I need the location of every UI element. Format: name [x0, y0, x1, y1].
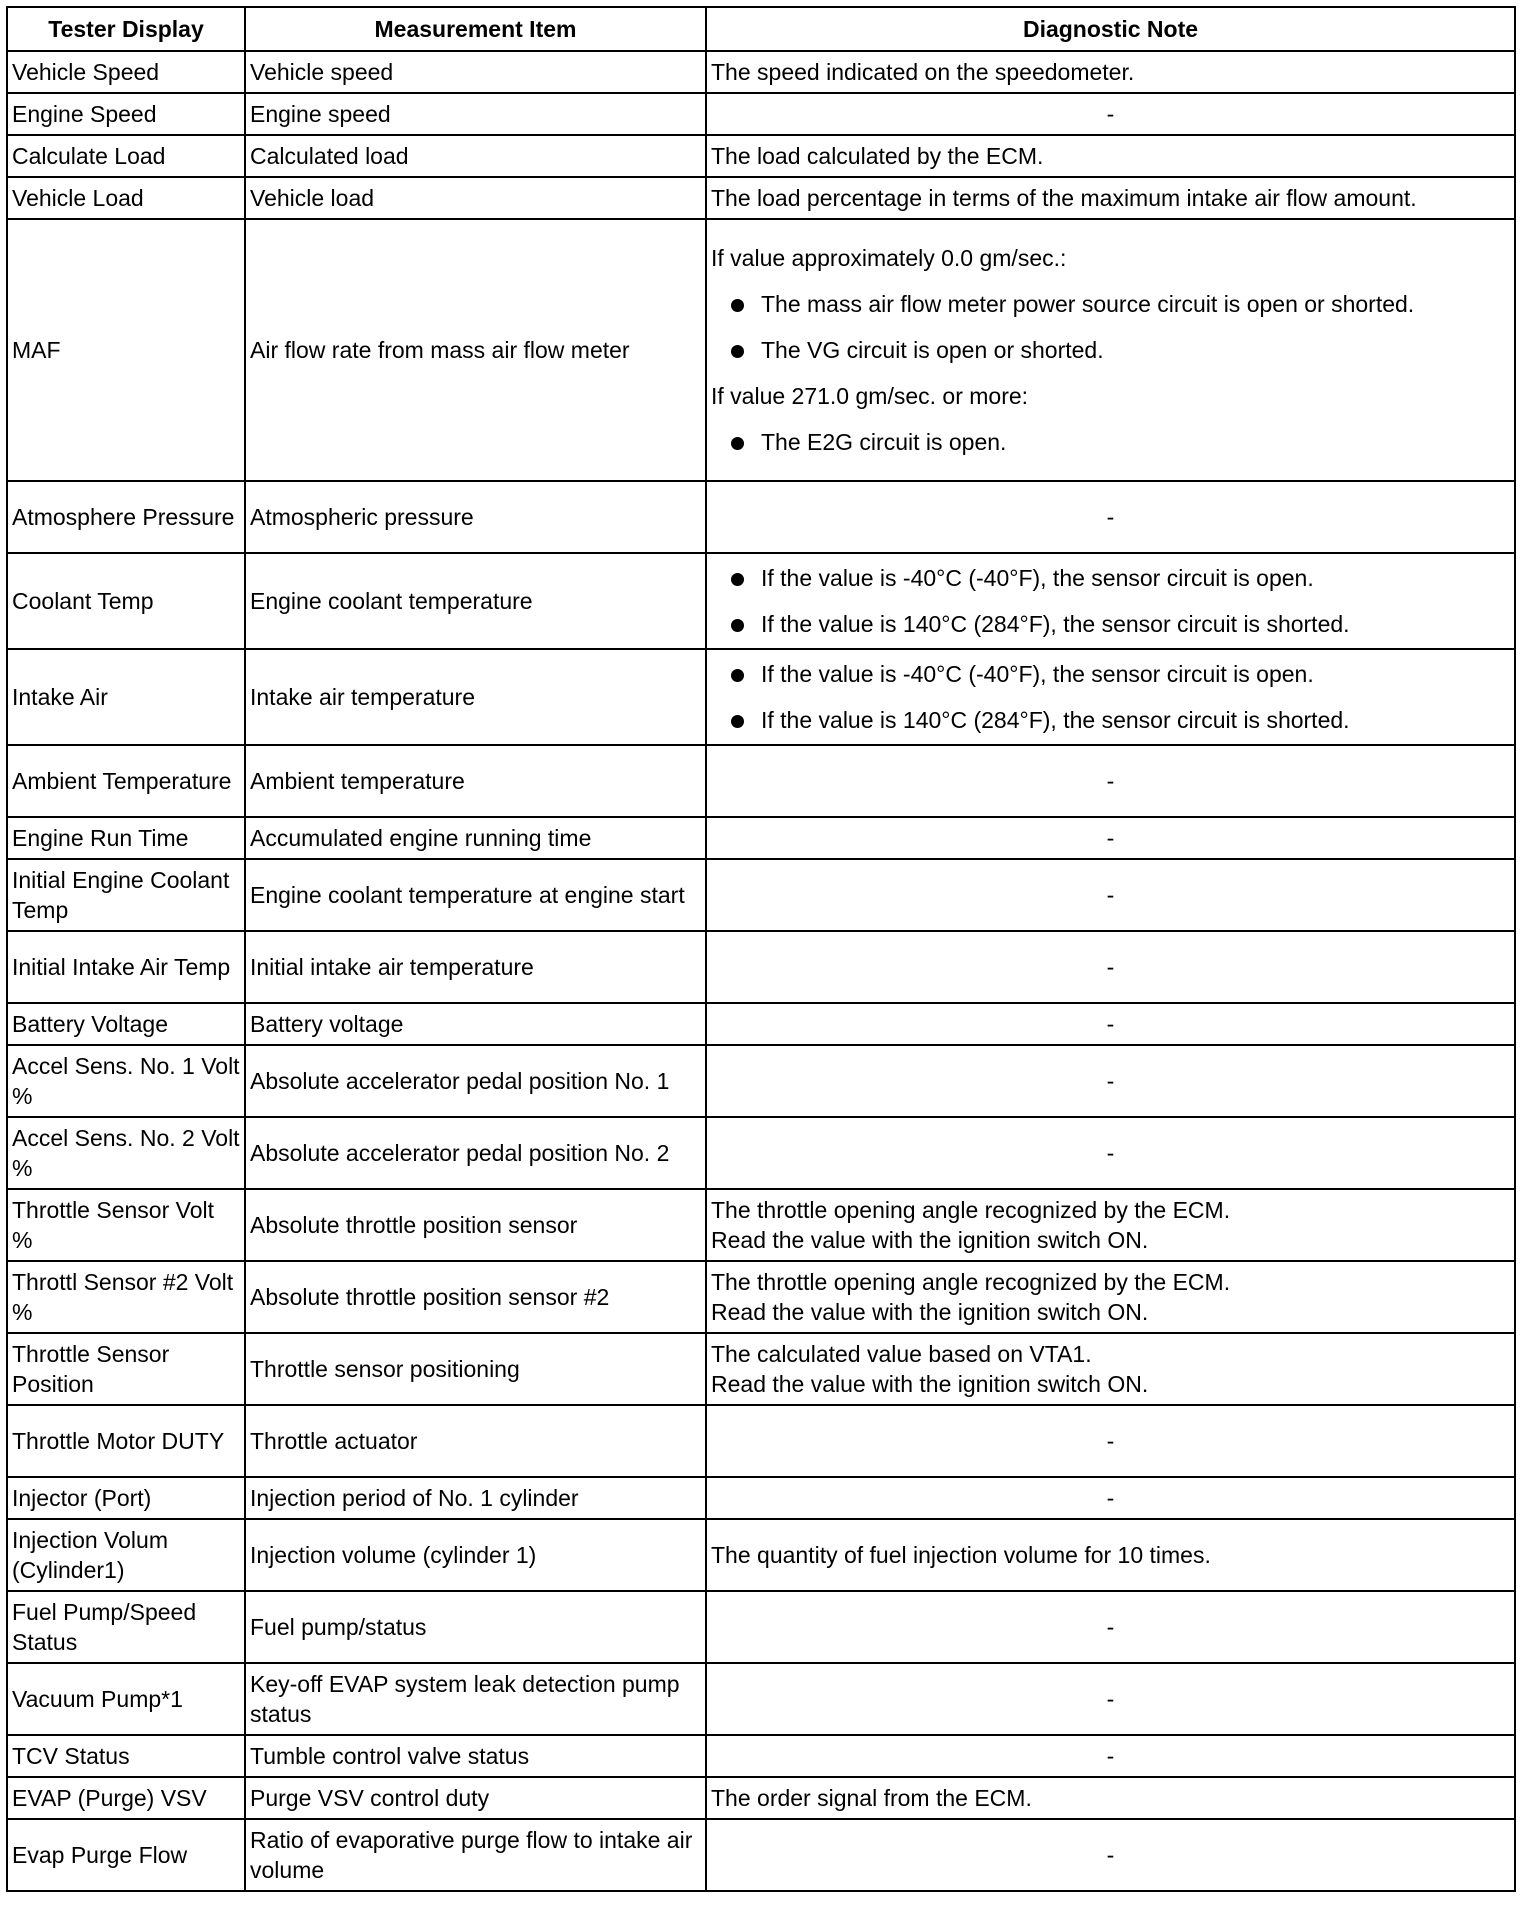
- table-row: [7, 93, 1515, 135]
- bullet-dot-icon: [731, 715, 744, 728]
- table-row: [7, 649, 1515, 745]
- diagnostic-note-cell: -: [706, 1477, 1515, 1519]
- diagnostic-note-cell: [706, 1189, 1515, 1261]
- measurement-item-cell: Engine coolant temperature at engine start: [245, 859, 706, 931]
- measurement-item-cell: Vehicle speed: [245, 51, 706, 93]
- list-item: [711, 651, 1510, 697]
- tester-display-cell: Throttle Motor DUTY: [7, 1405, 245, 1477]
- note-line: The throttle opening angle recognized by the ECM.: [711, 1197, 1231, 1223]
- table-row: [7, 1477, 1515, 1519]
- measurement-item-cell: Absolute accelerator pedal position No. 2: [245, 1117, 706, 1189]
- bullet-dot-icon: [731, 669, 744, 682]
- note-line: Read the value with the ignition switch ON.: [711, 1371, 1149, 1397]
- list-item: [711, 697, 1510, 743]
- list-item: [711, 281, 1510, 327]
- bullet-dot-icon: [731, 345, 744, 358]
- list-item: [711, 327, 1510, 373]
- diagnostic-note-cell: -: [706, 1117, 1515, 1189]
- measurement-item-cell: Ambient temperature: [245, 745, 706, 817]
- list-item: [711, 555, 1510, 601]
- measurement-item-cell: Key-off EVAP system leak detection pump status: [245, 1663, 706, 1735]
- tester-display-cell: Fuel Pump/Speed Status: [7, 1591, 245, 1663]
- table-row: [7, 1003, 1515, 1045]
- measurement-item-cell: Tumble control valve status: [245, 1735, 706, 1777]
- bullet-text: The E2G circuit is open.: [761, 429, 1007, 455]
- measurement-item-cell: Battery voltage: [245, 1003, 706, 1045]
- tester-display-cell: Coolant Temp: [7, 553, 245, 649]
- table-row: [7, 1663, 1515, 1735]
- diagnostic-note-cell: The load calculated by the ECM.: [706, 135, 1515, 177]
- header-tester-display: Tester Display: [7, 7, 245, 51]
- diagnostic-note-cell: -: [706, 481, 1515, 553]
- measurement-item-cell: Initial intake air temperature: [245, 931, 706, 1003]
- measurement-item-cell: Engine coolant temperature: [245, 553, 706, 649]
- table-row: [7, 51, 1515, 93]
- tester-display-cell: Battery Voltage: [7, 1003, 245, 1045]
- table-row: [7, 1117, 1515, 1189]
- diagnostic-note-cell: [706, 219, 1515, 481]
- tester-display-cell: Vacuum Pump*1: [7, 1663, 245, 1735]
- diagnostic-data-table: [6, 6, 1516, 1892]
- tester-display-cell: EVAP (Purge) VSV: [7, 1777, 245, 1819]
- note-bullet-list: [711, 419, 1510, 465]
- measurement-item-cell: Atmospheric pressure: [245, 481, 706, 553]
- table-row: [7, 1261, 1515, 1333]
- tester-display-cell: Calculate Load: [7, 135, 245, 177]
- diagnostic-note-cell: -: [706, 1045, 1515, 1117]
- table-row: [7, 1519, 1515, 1591]
- tester-display-cell: Vehicle Load: [7, 177, 245, 219]
- measurement-item-cell: Ratio of evaporative purge flow to intake air volume: [245, 1819, 706, 1891]
- bullet-text: If the value is -40°C (-40°F), the sensor circuit is open.: [761, 661, 1314, 687]
- tester-display-cell: Injection Volum (Cylinder1): [7, 1519, 245, 1591]
- list-item: [711, 419, 1510, 465]
- tester-display-cell: Accel Sens. No. 1 Volt %: [7, 1045, 245, 1117]
- note-condition: If value approximately 0.0 gm/sec.:: [711, 245, 1067, 271]
- diagnostic-note-cell: [706, 553, 1515, 649]
- list-item: [711, 601, 1510, 647]
- measurement-item-cell: Injection volume (cylinder 1): [245, 1519, 706, 1591]
- measurement-item-cell: Injection period of No. 1 cylinder: [245, 1477, 706, 1519]
- table-row: [7, 1735, 1515, 1777]
- measurement-item-cell: Intake air temperature: [245, 649, 706, 745]
- tester-display-cell: Injector (Port): [7, 1477, 245, 1519]
- diagnostic-note-cell: -: [706, 817, 1515, 859]
- measurement-item-cell: Absolute accelerator pedal position No. 1: [245, 1045, 706, 1117]
- table-row: [7, 1405, 1515, 1477]
- table-row: [7, 1591, 1515, 1663]
- note-condition: If value 271.0 gm/sec. or more:: [711, 383, 1029, 409]
- tester-display-cell: Ambient Temperature: [7, 745, 245, 817]
- table-row: [7, 219, 1515, 481]
- diagnostic-note-cell: -: [706, 1405, 1515, 1477]
- tester-display-cell: Throttle Sensor Volt %: [7, 1189, 245, 1261]
- header-measurement-item: Measurement Item: [245, 7, 706, 51]
- table-row: [7, 553, 1515, 649]
- tester-display-cell: MAF: [7, 219, 245, 481]
- measurement-item-cell: Purge VSV control duty: [245, 1777, 706, 1819]
- measurement-item-cell: Calculated load: [245, 135, 706, 177]
- table-row: [7, 1189, 1515, 1261]
- bullet-dot-icon: [731, 619, 744, 632]
- table-row: [7, 1333, 1515, 1405]
- table-row: [7, 177, 1515, 219]
- note-bullet-list: [711, 651, 1510, 743]
- tester-display-cell: Atmosphere Pressure: [7, 481, 245, 553]
- bullet-dot-icon: [731, 573, 744, 586]
- header-diagnostic-note: Diagnostic Note: [706, 7, 1515, 51]
- diagnostic-note-cell: [706, 1261, 1515, 1333]
- table-header-row: [7, 7, 1515, 51]
- table-row: [7, 1819, 1515, 1891]
- table-row: [7, 135, 1515, 177]
- measurement-item-cell: Engine speed: [245, 93, 706, 135]
- table-row: [7, 931, 1515, 1003]
- note-bullet-list: [711, 555, 1510, 647]
- measurement-item-cell: Throttle sensor positioning: [245, 1333, 706, 1405]
- measurement-item-cell: Absolute throttle position sensor: [245, 1189, 706, 1261]
- table-row: [7, 1777, 1515, 1819]
- diagnostic-note-cell: [706, 649, 1515, 745]
- diagnostic-note-cell: The quantity of fuel injection volume for 10 times.: [706, 1519, 1515, 1591]
- diagnostic-note-cell: -: [706, 745, 1515, 817]
- diagnostic-note-cell: -: [706, 1735, 1515, 1777]
- diagnostic-note-cell: -: [706, 1663, 1515, 1735]
- bullet-text: If the value is -40°C (-40°F), the sensor circuit is open.: [761, 565, 1314, 591]
- tester-display-cell: Initial Intake Air Temp: [7, 931, 245, 1003]
- tester-display-cell: Accel Sens. No. 2 Volt %: [7, 1117, 245, 1189]
- tester-display-cell: Evap Purge Flow: [7, 1819, 245, 1891]
- bullet-dot-icon: [731, 437, 744, 450]
- measurement-item-cell: Air flow rate from mass air flow meter: [245, 219, 706, 481]
- diagnostic-note-cell: -: [706, 1591, 1515, 1663]
- tester-display-cell: TCV Status: [7, 1735, 245, 1777]
- bullet-text: The VG circuit is open or shorted.: [761, 337, 1104, 363]
- diagnostic-note-cell: -: [706, 93, 1515, 135]
- table-row: [7, 1045, 1515, 1117]
- diagnostic-note-cell: -: [706, 1003, 1515, 1045]
- table-row: [7, 745, 1515, 817]
- diagnostic-note-cell: -: [706, 931, 1515, 1003]
- tester-display-cell: Vehicle Speed: [7, 51, 245, 93]
- tester-display-cell: Intake Air: [7, 649, 245, 745]
- tester-display-cell: Throttl Sensor #2 Volt %: [7, 1261, 245, 1333]
- diagnostic-note-cell: The speed indicated on the speedometer.: [706, 51, 1515, 93]
- measurement-item-cell: Throttle actuator: [245, 1405, 706, 1477]
- note-line: Read the value with the ignition switch ON.: [711, 1299, 1149, 1325]
- bullet-dot-icon: [731, 299, 744, 312]
- table-row: [7, 859, 1515, 931]
- measurement-item-cell: Absolute throttle position sensor #2: [245, 1261, 706, 1333]
- note-bullet-list: [711, 281, 1510, 373]
- note-line: The calculated value based on VTA1.: [711, 1341, 1092, 1367]
- table-row: [7, 481, 1515, 553]
- diagnostic-note-cell: [706, 1333, 1515, 1405]
- tester-display-cell: Engine Run Time: [7, 817, 245, 859]
- tester-display-cell: Throttle Sensor Position: [7, 1333, 245, 1405]
- table-row: [7, 817, 1515, 859]
- note-line: Read the value with the ignition switch ON.: [711, 1227, 1149, 1253]
- measurement-item-cell: Accumulated engine running time: [245, 817, 706, 859]
- diagnostic-note-cell: The order signal from the ECM.: [706, 1777, 1515, 1819]
- bullet-text: If the value is 140°C (284°F), the sensor circuit is shorted.: [761, 707, 1350, 733]
- diagnostic-note-cell: -: [706, 859, 1515, 931]
- diagnostic-note-cell: -: [706, 1819, 1515, 1891]
- note-line: The throttle opening angle recognized by the ECM.: [711, 1269, 1231, 1295]
- bullet-text: If the value is 140°C (284°F), the sensor circuit is shorted.: [761, 611, 1350, 637]
- tester-display-cell: Engine Speed: [7, 93, 245, 135]
- bullet-text: The mass air flow meter power source circuit is open or shorted.: [761, 291, 1415, 317]
- tester-display-cell: Initial Engine Coolant Temp: [7, 859, 245, 931]
- measurement-item-cell: Fuel pump/status: [245, 1591, 706, 1663]
- diagnostic-note-cell: The load percentage in terms of the maximum intake air flow amount.: [706, 177, 1515, 219]
- measurement-item-cell: Vehicle load: [245, 177, 706, 219]
